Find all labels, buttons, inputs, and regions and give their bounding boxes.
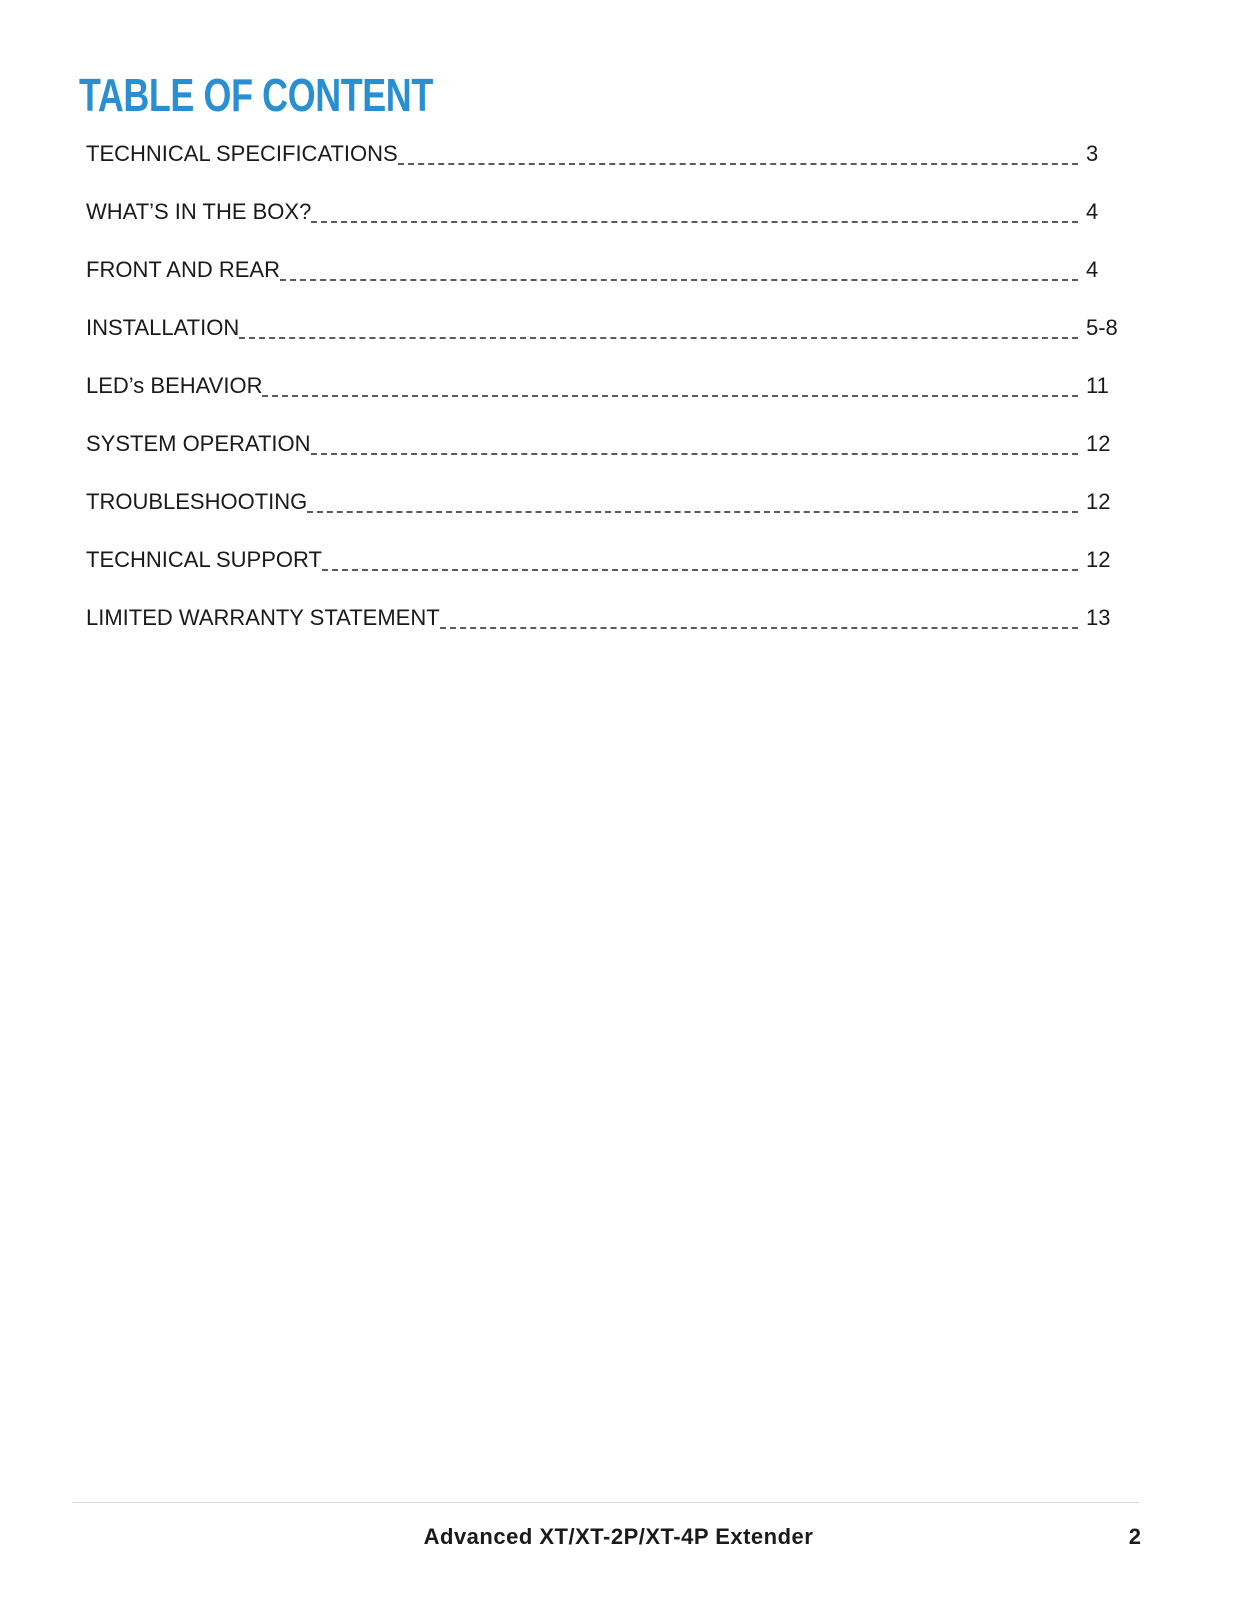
toc-entry-label: LED’s BEHAVIOR: [86, 373, 263, 398]
toc-entry-page: 4: [1086, 257, 1099, 282]
toc-entry-page: 11: [1086, 373, 1109, 398]
toc-entry-label: FRONT AND REAR: [86, 257, 280, 282]
toc-entry-label: INSTALLATION: [86, 315, 240, 340]
toc-entry[interactable]: [86, 196, 1126, 254]
toc-entry-page: 13: [1086, 605, 1111, 630]
toc-leader-line: [239, 312, 1078, 344]
toc-leader-line: [311, 428, 1078, 460]
toc-entry-page: 12: [1086, 547, 1111, 572]
toc-entry-page: 5-8: [1086, 315, 1118, 340]
footer-product-name: Advanced XT/XT-2P/XT-4P Extender: [423, 1524, 814, 1549]
toc-leader-line: [307, 486, 1078, 518]
toc-entry[interactable]: [86, 312, 1126, 370]
footer-page-number: 2: [1128, 1524, 1141, 1549]
toc-leader-line: [311, 196, 1078, 228]
toc-entry-page: 12: [1086, 489, 1111, 514]
page-title: TABLE OF CONTENT: [79, 69, 433, 121]
toc-entry-page: 4: [1086, 199, 1099, 224]
toc-entry-label: SYSTEM OPERATION: [86, 431, 311, 456]
toc-entry[interactable]: [86, 254, 1126, 312]
toc-leader-line: [322, 544, 1078, 576]
toc-leader-line: [440, 602, 1078, 634]
toc-entry[interactable]: [86, 428, 1126, 486]
toc-entry-label: TECHNICAL SPECIFICATIONS: [86, 141, 398, 166]
toc-entry-page: 12: [1086, 431, 1111, 456]
toc-entry-label: TROUBLESHOOTING: [86, 489, 308, 514]
toc-entry[interactable]: [86, 486, 1126, 544]
toc-entry-page: 3: [1086, 141, 1099, 166]
toc-entry[interactable]: [86, 602, 1126, 660]
toc-entry[interactable]: [86, 138, 1126, 196]
footer-divider: [72, 1502, 1139, 1503]
toc-list: [86, 138, 1126, 660]
toc-entry-label: WHAT’S IN THE BOX?: [86, 199, 312, 224]
toc-entry-label: LIMITED WARRANTY STATEMENT: [86, 605, 440, 630]
toc-entry-label: TECHNICAL SUPPORT: [86, 547, 322, 572]
toc-entry[interactable]: [86, 370, 1126, 428]
toc-leader-line: [398, 138, 1078, 170]
toc-entry[interactable]: [86, 544, 1126, 602]
toc-leader-line: [280, 254, 1078, 286]
toc-leader-line: [262, 370, 1078, 402]
